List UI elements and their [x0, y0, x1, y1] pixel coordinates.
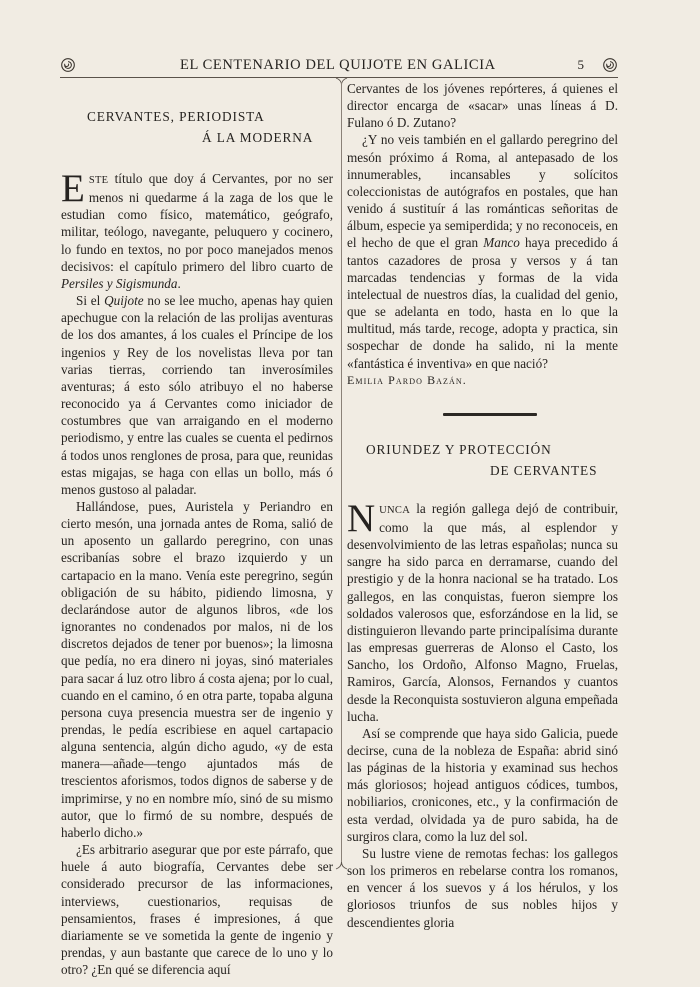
right-column	[347, 80, 618, 931]
paragraph: Su lustre viene de remotas fechas: los gallegos son los primeros en rebelarse contra los romanos, en vencer á los suevos y á los hérulos, y los gloriosos triunfos de sus nobles hijos y descendientes gloria	[347, 845, 618, 930]
section-separator	[443, 413, 537, 416]
paragraph: ¿Es arbitrario asegurar que por este párrafo, que huele á auto biografía, Cervantes debe ser considerado precursor de las informaciones, interviews, cuestionarios, requisas de pensamientos, frases é impresiones, á que diariamente se ve sometida la gente de ingenio y prendas, y aun bastante que carece de lo uno y lo otro? ¿En qué se diferencia aquí	[61, 842, 333, 978]
paragraph: NUNCA la región gallega dejó de contribuir, como la que más, al esplendor y desenvolvimiento de las letras españolas; nunca su sangre ha sido parca en derramarse, cuando del prestigio y de la honra nacional se ha tratado. Los gallegos, en las conquistas, fueron siempre los soldados valerosos que, esforzándose en la lid, se distinguieron llevando parte principalísima durante las empresas guerreras de Alonso el Casto, los Sancho, los Ordoño, Alfonso Magno, Fruelas, Ramiros, García, Alonsos, Fernandos y cuantos desde la Reconquista sostuvieron alguna empeñada lucha.	[347, 496, 618, 724]
column-divider	[341, 82, 342, 862]
left-column	[61, 80, 333, 978]
spiral-ornament-icon	[60, 57, 76, 73]
drop-cap: N	[347, 496, 376, 540]
author-signature: Emilia Pardo Bazán.	[347, 372, 467, 387]
article-title-line1: CERVANTES, PERIODISTA	[87, 109, 265, 124]
paragraph: ¿Y no veis también en el gallardo peregrino del mesón próximo á Roma, al antepasado de los innumerables, incansables y solícitos coleccionistas de autógrafos en postales, que han venido á sustituír á las románticas señoritas de álbum, especie ya semiperdida; y no reconoceis, en el hecho de que el gran Manco haya precedido á tantos cazadores de prosa y versos y á tan marcadas tendencias y formas de la vida intelectual de nuestros días, la cualidad del genio, que se adelanta en todo, hasta en lo que la multitud, más tarde, recoge, adopta y practica, sin sospechar de donde ha salido, ni la mente «fantástica é inventiva» en que nació?	[347, 132, 618, 371]
article-title-line2: DE CERVANTES	[490, 462, 598, 478]
article-title-line2: Á LA MODERNA	[202, 130, 314, 145]
page-number: 5	[577, 57, 584, 72]
running-title: EL CENTENARIO DEL QUIJOTE EN GALICIA	[180, 57, 496, 73]
drop-cap: E	[61, 167, 85, 210]
paragraph: ESTE título que doy á Cervantes, por no ser menos ni quedarme á la zaga de los que le estudian como físico, matemático, geógrafo, militar, teólogo, navegante, peluquero y cocinero, lo fundo en textos, no por poco manejados menos decisivos: el capítulo primero del libro cuarto de Persiles y Sigismunda.	[61, 167, 333, 291]
spiral-ornament-icon	[602, 57, 618, 73]
paragraph: Si el Quijote no se lee mucho, apenas hay quien apechugue con la relación de las prolijas aventuras de los dos amantes, á los cuales el Príncipe de los ingenios y Rey de los novelistas lleva por tan varias tierras, corriendo tan inverosímiles aventuras; á esto sólo atribuyo el no haberse reconocido ya á Cervantes como iniciador de costumbres que van arraigando en el moderno periodismo, y entre las cuales se cuenta el pedirnos á todos unos renglones de prosa, para que, reunidas estas migajas, se haga con ellas un bollo, más ó menos gustoso al paladar.	[61, 293, 334, 497]
paragraph: Cervantes de los jóvenes repórteres, á quienes el director encarga de «sacar» unas líneas á D. Fulano ó D. Zutano?	[347, 81, 618, 131]
paragraph: Así se comprende que haya sido Galicia, puede decirse, cuna de la nobleza de España: abrid sinó las páginas de la historia y examinad sus hechos más gloriosos; hojead antiguos códices, tumbos, nobiliarios, cronicones, etc., y la confirmación de esta verdad, olvidada ya de puro sabida, ha de surgiros clara, como la luz del sol.	[347, 725, 618, 844]
article-title-line1: ORIUNDEZ Y PROTECCIÓN	[366, 441, 552, 457]
paragraph: Hallándose, pues, Auristela y Periandro en cierto mesón, una jornada antes de Roma, salió de un aposento un gallardo peregrino, con unas escribanías sobre el brazo izquierdo y un cartapacio en la mano. Venía este peregrino, según obligación de su hábito, pidiendo limosna, y declarándose autor de algunos libros, «de los ignorantes no condenados por malos, ni de los discretos dejados de tener por buenos»; la limosna que pedía, no era dinero ni joyas, sinó materiales para sacar á luz otro libro á costa ajena; por lo cual, cuando en el camino, ó en otra parte, topaba alguna persona cuya presencia muestra ser de ingenio y prendas, le pedía escribiese en aquel cartapacio alguna sentencia, algún dicho agudo, «y de esta manera—añade—tengo ajuntados más de trescientos aforismos, todos dignos de saberse y de imprimirse, y no en nombre mío, sinó de su mismo autor, que lo firmó de su nombre, después de haberlo dicho.»	[61, 498, 333, 840]
